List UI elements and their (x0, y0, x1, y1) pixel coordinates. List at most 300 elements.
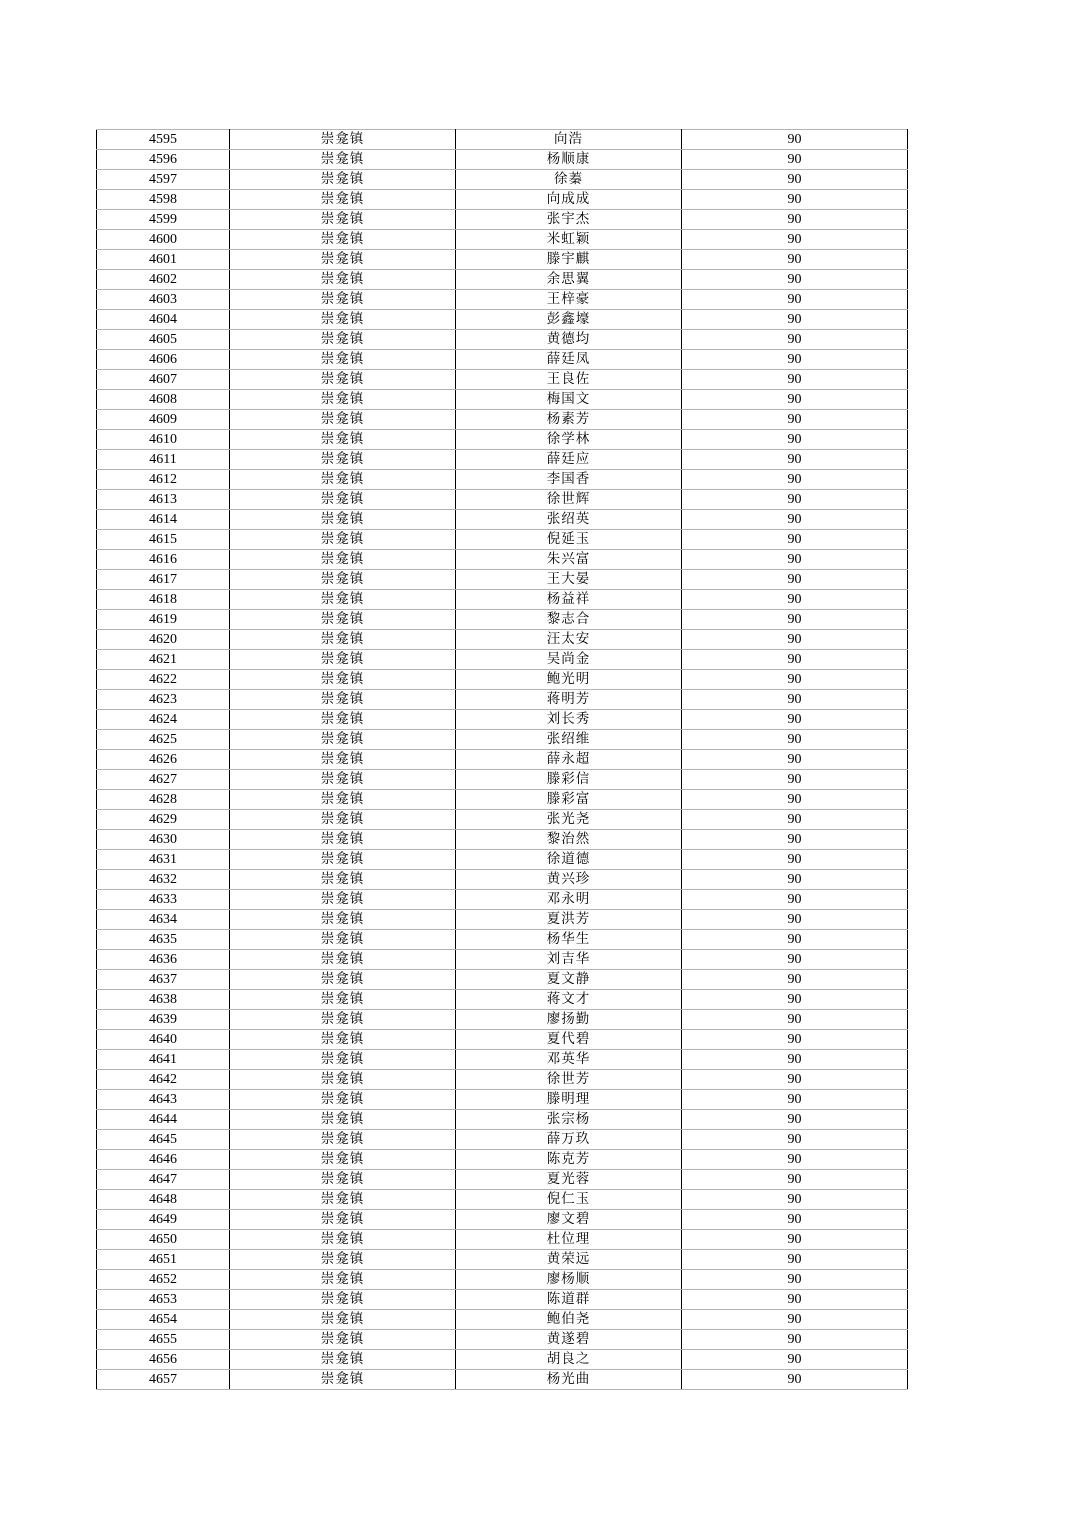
row-number-cell: 4645 (97, 1130, 230, 1150)
amount-cell: 90 (682, 550, 908, 570)
name-cell: 米虹颖 (456, 230, 682, 250)
table-row (97, 750, 908, 770)
row-number-cell: 4630 (97, 830, 230, 850)
table-row (97, 290, 908, 310)
amount-cell: 90 (682, 170, 908, 190)
name-cell: 滕彩富 (456, 790, 682, 810)
town-cell: 崇龛镇 (230, 830, 456, 850)
table-row (97, 650, 908, 670)
amount-cell: 90 (682, 770, 908, 790)
table-row (97, 910, 908, 930)
name-cell: 李国香 (456, 470, 682, 490)
row-number-cell: 4616 (97, 550, 230, 570)
amount-cell: 90 (682, 1370, 908, 1390)
name-cell: 倪仁玉 (456, 1190, 682, 1210)
town-cell: 崇龛镇 (230, 470, 456, 490)
table-row (97, 1290, 908, 1310)
row-number-cell: 4632 (97, 870, 230, 890)
amount-cell: 90 (682, 1110, 908, 1130)
row-number-cell: 4633 (97, 890, 230, 910)
name-cell: 张宇杰 (456, 210, 682, 230)
town-cell: 崇龛镇 (230, 930, 456, 950)
town-cell: 崇龛镇 (230, 810, 456, 830)
town-cell: 崇龛镇 (230, 750, 456, 770)
table-row (97, 450, 908, 470)
town-cell: 崇龛镇 (230, 270, 456, 290)
amount-cell: 90 (682, 690, 908, 710)
town-cell: 崇龛镇 (230, 510, 456, 530)
table-row (97, 990, 908, 1010)
row-number-cell: 4655 (97, 1330, 230, 1350)
amount-cell: 90 (682, 190, 908, 210)
amount-cell: 90 (682, 1090, 908, 1110)
town-cell: 崇龛镇 (230, 1210, 456, 1230)
town-cell: 崇龛镇 (230, 1110, 456, 1130)
table-row (97, 730, 908, 750)
row-number-cell: 4649 (97, 1210, 230, 1230)
town-cell: 崇龛镇 (230, 570, 456, 590)
row-number-cell: 4624 (97, 710, 230, 730)
row-number-cell: 4635 (97, 930, 230, 950)
row-number-cell: 4639 (97, 1010, 230, 1030)
row-number-cell: 4612 (97, 470, 230, 490)
table-row (97, 1010, 908, 1030)
table-row (97, 1330, 908, 1350)
town-cell: 崇龛镇 (230, 1330, 456, 1350)
amount-cell: 90 (682, 210, 908, 230)
amount-cell: 90 (682, 330, 908, 350)
name-cell: 向浩 (456, 130, 682, 150)
table-row (97, 610, 908, 630)
amount-cell: 90 (682, 250, 908, 270)
name-cell: 王大晏 (456, 570, 682, 590)
amount-cell: 90 (682, 350, 908, 370)
amount-cell: 90 (682, 1150, 908, 1170)
name-cell: 夏光蓉 (456, 1170, 682, 1190)
table-row (97, 250, 908, 270)
name-cell: 黄德均 (456, 330, 682, 350)
name-cell: 张光尧 (456, 810, 682, 830)
town-cell: 崇龛镇 (230, 690, 456, 710)
row-number-cell: 4653 (97, 1290, 230, 1310)
town-cell: 崇龛镇 (230, 190, 456, 210)
name-cell: 薛廷凤 (456, 350, 682, 370)
name-cell: 夏文静 (456, 970, 682, 990)
row-number-cell: 4657 (97, 1370, 230, 1390)
row-number-cell: 4620 (97, 630, 230, 650)
town-cell: 崇龛镇 (230, 770, 456, 790)
row-number-cell: 4640 (97, 1030, 230, 1050)
amount-cell: 90 (682, 530, 908, 550)
amount-cell: 90 (682, 910, 908, 930)
town-cell: 崇龛镇 (230, 350, 456, 370)
table-row (97, 390, 908, 410)
row-number-cell: 4636 (97, 950, 230, 970)
town-cell: 崇龛镇 (230, 290, 456, 310)
subsidy-list-table (96, 129, 908, 1390)
row-number-cell: 4627 (97, 770, 230, 790)
name-cell: 汪太安 (456, 630, 682, 650)
name-cell: 廖文碧 (456, 1210, 682, 1230)
row-number-cell: 4609 (97, 410, 230, 430)
amount-cell: 90 (682, 270, 908, 290)
name-cell: 陈道群 (456, 1290, 682, 1310)
row-number-cell: 4606 (97, 350, 230, 370)
row-number-cell: 4598 (97, 190, 230, 210)
table-row (97, 350, 908, 370)
table-row (97, 530, 908, 550)
amount-cell: 90 (682, 470, 908, 490)
name-cell: 彭鑫壕 (456, 310, 682, 330)
name-cell: 滕彩信 (456, 770, 682, 790)
amount-cell: 90 (682, 230, 908, 250)
table-row (97, 1090, 908, 1110)
table-row (97, 830, 908, 850)
row-number-cell: 4652 (97, 1270, 230, 1290)
name-cell: 邓永明 (456, 890, 682, 910)
row-number-cell: 4621 (97, 650, 230, 670)
table-row (97, 810, 908, 830)
table-row (97, 930, 908, 950)
row-number-cell: 4601 (97, 250, 230, 270)
name-cell: 黄荣远 (456, 1250, 682, 1270)
amount-cell: 90 (682, 1330, 908, 1350)
amount-cell: 90 (682, 890, 908, 910)
town-cell: 崇龛镇 (230, 390, 456, 410)
name-cell: 徐世芳 (456, 1070, 682, 1090)
name-cell: 吴尚金 (456, 650, 682, 670)
row-number-cell: 4603 (97, 290, 230, 310)
town-cell: 崇龛镇 (230, 1170, 456, 1190)
row-number-cell: 4599 (97, 210, 230, 230)
row-number-cell: 4610 (97, 430, 230, 450)
town-cell: 崇龛镇 (230, 150, 456, 170)
town-cell: 崇龛镇 (230, 970, 456, 990)
amount-cell: 90 (682, 830, 908, 850)
row-number-cell: 4619 (97, 610, 230, 630)
row-number-cell: 4644 (97, 1110, 230, 1130)
amount-cell: 90 (682, 810, 908, 830)
amount-cell: 90 (682, 370, 908, 390)
town-cell: 崇龛镇 (230, 850, 456, 870)
town-cell: 崇龛镇 (230, 370, 456, 390)
name-cell: 杜位理 (456, 1230, 682, 1250)
name-cell: 张绍英 (456, 510, 682, 530)
amount-cell: 90 (682, 1130, 908, 1150)
amount-cell: 90 (682, 950, 908, 970)
amount-cell: 90 (682, 1250, 908, 1270)
amount-cell: 90 (682, 710, 908, 730)
town-cell: 崇龛镇 (230, 250, 456, 270)
name-cell: 夏洪芳 (456, 910, 682, 930)
name-cell: 杨华生 (456, 930, 682, 950)
name-cell: 胡良之 (456, 1350, 682, 1370)
name-cell: 薛万玖 (456, 1130, 682, 1150)
table-row (97, 710, 908, 730)
town-cell: 崇龛镇 (230, 650, 456, 670)
name-cell: 杨益祥 (456, 590, 682, 610)
town-cell: 崇龛镇 (230, 1050, 456, 1070)
name-cell: 黎治然 (456, 830, 682, 850)
table-row (97, 410, 908, 430)
row-number-cell: 4648 (97, 1190, 230, 1210)
table-row (97, 470, 908, 490)
name-cell: 鲍伯尧 (456, 1310, 682, 1330)
row-number-cell: 4656 (97, 1350, 230, 1370)
table-row (97, 690, 908, 710)
table-row (97, 1030, 908, 1050)
town-cell: 崇龛镇 (230, 1250, 456, 1270)
amount-cell: 90 (682, 1030, 908, 1050)
name-cell: 张绍维 (456, 730, 682, 750)
name-cell: 薛廷应 (456, 450, 682, 470)
name-cell: 黄兴珍 (456, 870, 682, 890)
amount-cell: 90 (682, 590, 908, 610)
town-cell: 崇龛镇 (230, 330, 456, 350)
name-cell: 陈克芳 (456, 1150, 682, 1170)
name-cell: 滕宇麒 (456, 250, 682, 270)
amount-cell: 90 (682, 670, 908, 690)
row-number-cell: 4597 (97, 170, 230, 190)
table-row (97, 950, 908, 970)
town-cell: 崇龛镇 (230, 890, 456, 910)
amount-cell: 90 (682, 990, 908, 1010)
town-cell: 崇龛镇 (230, 170, 456, 190)
name-cell: 刘长秀 (456, 710, 682, 730)
amount-cell: 90 (682, 970, 908, 990)
table-row (97, 1310, 908, 1330)
table-row (97, 330, 908, 350)
amount-cell: 90 (682, 790, 908, 810)
row-number-cell: 4643 (97, 1090, 230, 1110)
name-cell: 徐世辉 (456, 490, 682, 510)
town-cell: 崇龛镇 (230, 1130, 456, 1150)
town-cell: 崇龛镇 (230, 410, 456, 430)
table-row (97, 1110, 908, 1130)
town-cell: 崇龛镇 (230, 990, 456, 1010)
name-cell: 徐学林 (456, 430, 682, 450)
town-cell: 崇龛镇 (230, 1190, 456, 1210)
town-cell: 崇龛镇 (230, 530, 456, 550)
amount-cell: 90 (682, 750, 908, 770)
amount-cell: 90 (682, 630, 908, 650)
table-row (97, 1370, 908, 1390)
table-row (97, 1210, 908, 1230)
amount-cell: 90 (682, 1010, 908, 1030)
table-row (97, 130, 908, 150)
table-row (97, 1130, 908, 1150)
town-cell: 崇龛镇 (230, 130, 456, 150)
amount-cell: 90 (682, 410, 908, 430)
town-cell: 崇龛镇 (230, 1290, 456, 1310)
row-number-cell: 4654 (97, 1310, 230, 1330)
row-number-cell: 4602 (97, 270, 230, 290)
row-number-cell: 4650 (97, 1230, 230, 1250)
table-row (97, 1050, 908, 1070)
town-cell: 崇龛镇 (230, 790, 456, 810)
town-cell: 崇龛镇 (230, 1070, 456, 1090)
town-cell: 崇龛镇 (230, 630, 456, 650)
table-row (97, 430, 908, 450)
town-cell: 崇龛镇 (230, 1270, 456, 1290)
table-row (97, 1190, 908, 1210)
amount-cell: 90 (682, 1210, 908, 1230)
town-cell: 崇龛镇 (230, 1350, 456, 1370)
town-cell: 崇龛镇 (230, 910, 456, 930)
name-cell: 滕明理 (456, 1090, 682, 1110)
amount-cell: 90 (682, 1230, 908, 1250)
row-number-cell: 4642 (97, 1070, 230, 1090)
name-cell: 倪延玉 (456, 530, 682, 550)
amount-cell: 90 (682, 850, 908, 870)
amount-cell: 90 (682, 1050, 908, 1070)
amount-cell: 90 (682, 930, 908, 950)
table-row (97, 550, 908, 570)
amount-cell: 90 (682, 310, 908, 330)
amount-cell: 90 (682, 870, 908, 890)
amount-cell: 90 (682, 510, 908, 530)
name-cell: 梅国文 (456, 390, 682, 410)
name-cell: 蒋明芳 (456, 690, 682, 710)
amount-cell: 90 (682, 1290, 908, 1310)
town-cell: 崇龛镇 (230, 1030, 456, 1050)
table-row (97, 1150, 908, 1170)
town-cell: 崇龛镇 (230, 550, 456, 570)
row-number-cell: 4613 (97, 490, 230, 510)
table-row (97, 1350, 908, 1370)
row-number-cell: 4637 (97, 970, 230, 990)
row-number-cell: 4605 (97, 330, 230, 350)
row-number-cell: 4641 (97, 1050, 230, 1070)
table-row (97, 490, 908, 510)
table-row (97, 870, 908, 890)
row-number-cell: 4628 (97, 790, 230, 810)
town-cell: 崇龛镇 (230, 310, 456, 330)
name-cell: 廖杨顺 (456, 1270, 682, 1290)
row-number-cell: 4611 (97, 450, 230, 470)
amount-cell: 90 (682, 390, 908, 410)
amount-cell: 90 (682, 490, 908, 510)
row-number-cell: 4608 (97, 390, 230, 410)
row-number-cell: 4629 (97, 810, 230, 830)
table-row (97, 510, 908, 530)
table-row (97, 1250, 908, 1270)
amount-cell: 90 (682, 150, 908, 170)
name-cell: 王梓豪 (456, 290, 682, 310)
name-cell: 徐蓁 (456, 170, 682, 190)
amount-cell: 90 (682, 1170, 908, 1190)
town-cell: 崇龛镇 (230, 1010, 456, 1030)
table-row (97, 270, 908, 290)
name-cell: 杨光曲 (456, 1370, 682, 1390)
name-cell: 杨素芳 (456, 410, 682, 430)
amount-cell: 90 (682, 450, 908, 470)
row-number-cell: 4600 (97, 230, 230, 250)
town-cell: 崇龛镇 (230, 1370, 456, 1390)
town-cell: 崇龛镇 (230, 450, 456, 470)
table-row (97, 670, 908, 690)
name-cell: 薛永超 (456, 750, 682, 770)
amount-cell: 90 (682, 1070, 908, 1090)
row-number-cell: 4634 (97, 910, 230, 930)
table-row (97, 190, 908, 210)
table-row (97, 310, 908, 330)
table-row (97, 1170, 908, 1190)
amount-cell: 90 (682, 1190, 908, 1210)
name-cell: 刘吉华 (456, 950, 682, 970)
amount-cell: 90 (682, 290, 908, 310)
town-cell: 崇龛镇 (230, 230, 456, 250)
town-cell: 崇龛镇 (230, 1310, 456, 1330)
name-cell: 鲍光明 (456, 670, 682, 690)
name-cell: 朱兴富 (456, 550, 682, 570)
row-number-cell: 4647 (97, 1170, 230, 1190)
table-row (97, 210, 908, 230)
table-row (97, 570, 908, 590)
town-cell: 崇龛镇 (230, 670, 456, 690)
table-row (97, 890, 908, 910)
name-cell: 王良佐 (456, 370, 682, 390)
town-cell: 崇龛镇 (230, 710, 456, 730)
row-number-cell: 4626 (97, 750, 230, 770)
row-number-cell: 4646 (97, 1150, 230, 1170)
town-cell: 崇龛镇 (230, 490, 456, 510)
row-number-cell: 4638 (97, 990, 230, 1010)
amount-cell: 90 (682, 130, 908, 150)
table-row (97, 150, 908, 170)
row-number-cell: 4625 (97, 730, 230, 750)
name-cell: 杨顺康 (456, 150, 682, 170)
row-number-cell: 4631 (97, 850, 230, 870)
row-number-cell: 4604 (97, 310, 230, 330)
name-cell: 张宗杨 (456, 1110, 682, 1130)
row-number-cell: 4651 (97, 1250, 230, 1270)
name-cell: 邓英华 (456, 1050, 682, 1070)
town-cell: 崇龛镇 (230, 590, 456, 610)
amount-cell: 90 (682, 430, 908, 450)
town-cell: 崇龛镇 (230, 730, 456, 750)
town-cell: 崇龛镇 (230, 430, 456, 450)
table-row (97, 970, 908, 990)
town-cell: 崇龛镇 (230, 1230, 456, 1250)
town-cell: 崇龛镇 (230, 1090, 456, 1110)
name-cell: 蒋文才 (456, 990, 682, 1010)
town-cell: 崇龛镇 (230, 610, 456, 630)
table-body (97, 130, 908, 1390)
name-cell: 徐道德 (456, 850, 682, 870)
table-row (97, 370, 908, 390)
row-number-cell: 4595 (97, 130, 230, 150)
row-number-cell: 4615 (97, 530, 230, 550)
town-cell: 崇龛镇 (230, 870, 456, 890)
row-number-cell: 4618 (97, 590, 230, 610)
row-number-cell: 4596 (97, 150, 230, 170)
amount-cell: 90 (682, 1270, 908, 1290)
row-number-cell: 4614 (97, 510, 230, 530)
table-row (97, 230, 908, 250)
row-number-cell: 4623 (97, 690, 230, 710)
table-row (97, 790, 908, 810)
name-cell: 夏代碧 (456, 1030, 682, 1050)
table-row (97, 1270, 908, 1290)
name-cell: 余思翼 (456, 270, 682, 290)
name-cell: 黄遂碧 (456, 1330, 682, 1350)
row-number-cell: 4622 (97, 670, 230, 690)
amount-cell: 90 (682, 650, 908, 670)
name-cell: 廖扬勤 (456, 1010, 682, 1030)
town-cell: 崇龛镇 (230, 210, 456, 230)
amount-cell: 90 (682, 570, 908, 590)
